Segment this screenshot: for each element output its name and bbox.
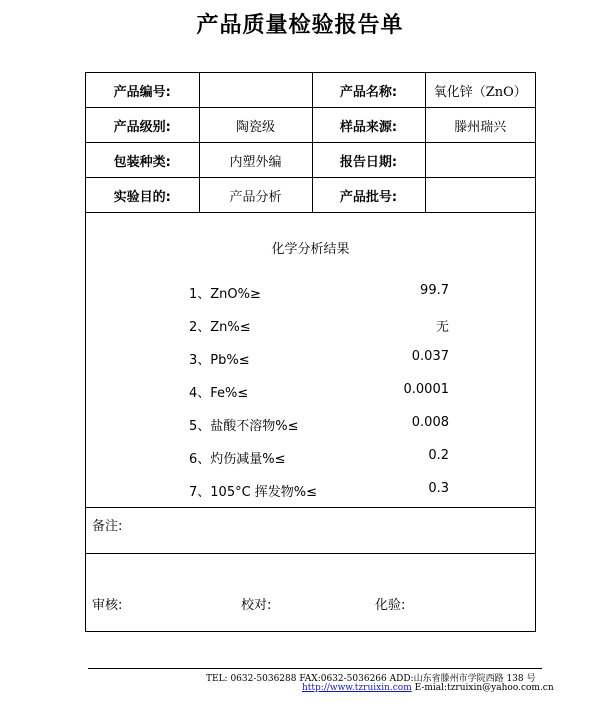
report-date-label: 报告日期: xyxy=(312,143,425,178)
result-row xyxy=(189,481,449,514)
result-name: 7、105°C 挥发物%≤ xyxy=(189,485,318,500)
table-row xyxy=(86,73,535,108)
signature-divider xyxy=(86,553,535,554)
result-value: 0.008 xyxy=(411,415,449,430)
result-name: 6、灼伤减量%≤ xyxy=(189,452,286,467)
result-row xyxy=(189,283,449,316)
result-value: 0.3 xyxy=(428,481,449,496)
result-value: 0.037 xyxy=(411,349,449,364)
footer-links xyxy=(302,683,554,693)
analysis-results xyxy=(189,283,449,514)
result-value: 无 xyxy=(435,320,449,335)
result-value: 0.0001 xyxy=(403,382,449,397)
table-row xyxy=(86,108,535,143)
batch-number-label: 产品批号: xyxy=(312,178,425,213)
sample-source-value: 滕州瑞兴 xyxy=(425,108,535,143)
test-purpose-label: 实验目的: xyxy=(86,178,199,213)
packaging-type-label: 包装种类: xyxy=(86,143,199,178)
product-name-label: 产品名称: xyxy=(312,73,425,108)
packaging-type-value: 内塑外编 xyxy=(199,143,312,178)
report-title: 产品质量检验报告单 xyxy=(196,13,404,38)
result-name: 2、Zn%≤ xyxy=(189,320,251,335)
test-purpose-value: 产品分析 xyxy=(199,178,312,213)
result-name: 1、ZnO%≥ xyxy=(189,287,261,302)
analysis-title: 化学分析结果 xyxy=(271,242,350,257)
sample-source-label: 样品来源: xyxy=(312,108,425,143)
product-grade-value: 陶瓷级 xyxy=(199,108,312,143)
footer-divider xyxy=(88,668,542,669)
test-signature-label: 化验: xyxy=(375,598,406,613)
result-row xyxy=(189,382,449,415)
result-value: 0.2 xyxy=(428,448,449,463)
info-table xyxy=(86,73,535,213)
review-signature-label: 审核: xyxy=(92,598,123,613)
result-value: 99.7 xyxy=(420,283,449,298)
result-row xyxy=(189,349,449,382)
report-form xyxy=(85,72,536,632)
footer-contact: TEL: 0632-5036288 FAX:0632-5036266 ADD:山东省滕州市学院西路 138 号 xyxy=(206,674,536,684)
result-row xyxy=(189,415,449,448)
result-name: 5、盐酸不溶物%≤ xyxy=(189,419,299,434)
product-name-value: 氧化锌（ZnO） xyxy=(425,73,535,108)
check-signature-label: 校对: xyxy=(241,598,272,613)
result-name: 3、Pb%≤ xyxy=(189,353,250,368)
email-text: E-mial:tzruixin@yahoo.com.cn xyxy=(414,683,554,693)
batch-number-value xyxy=(425,178,535,213)
result-row xyxy=(189,448,449,481)
remark-label: 备注: xyxy=(92,519,123,534)
table-row xyxy=(86,178,535,213)
result-name: 4、Fe%≤ xyxy=(189,386,249,401)
table-row xyxy=(86,143,535,178)
result-row xyxy=(189,316,449,349)
product-code-label: 产品编号: xyxy=(86,73,199,108)
remark-divider xyxy=(86,507,535,508)
website-link[interactable]: http://www.tzruixin.com xyxy=(302,683,412,693)
product-code-value xyxy=(199,73,312,108)
report-date-value xyxy=(425,143,535,178)
product-grade-label: 产品级别: xyxy=(86,108,199,143)
